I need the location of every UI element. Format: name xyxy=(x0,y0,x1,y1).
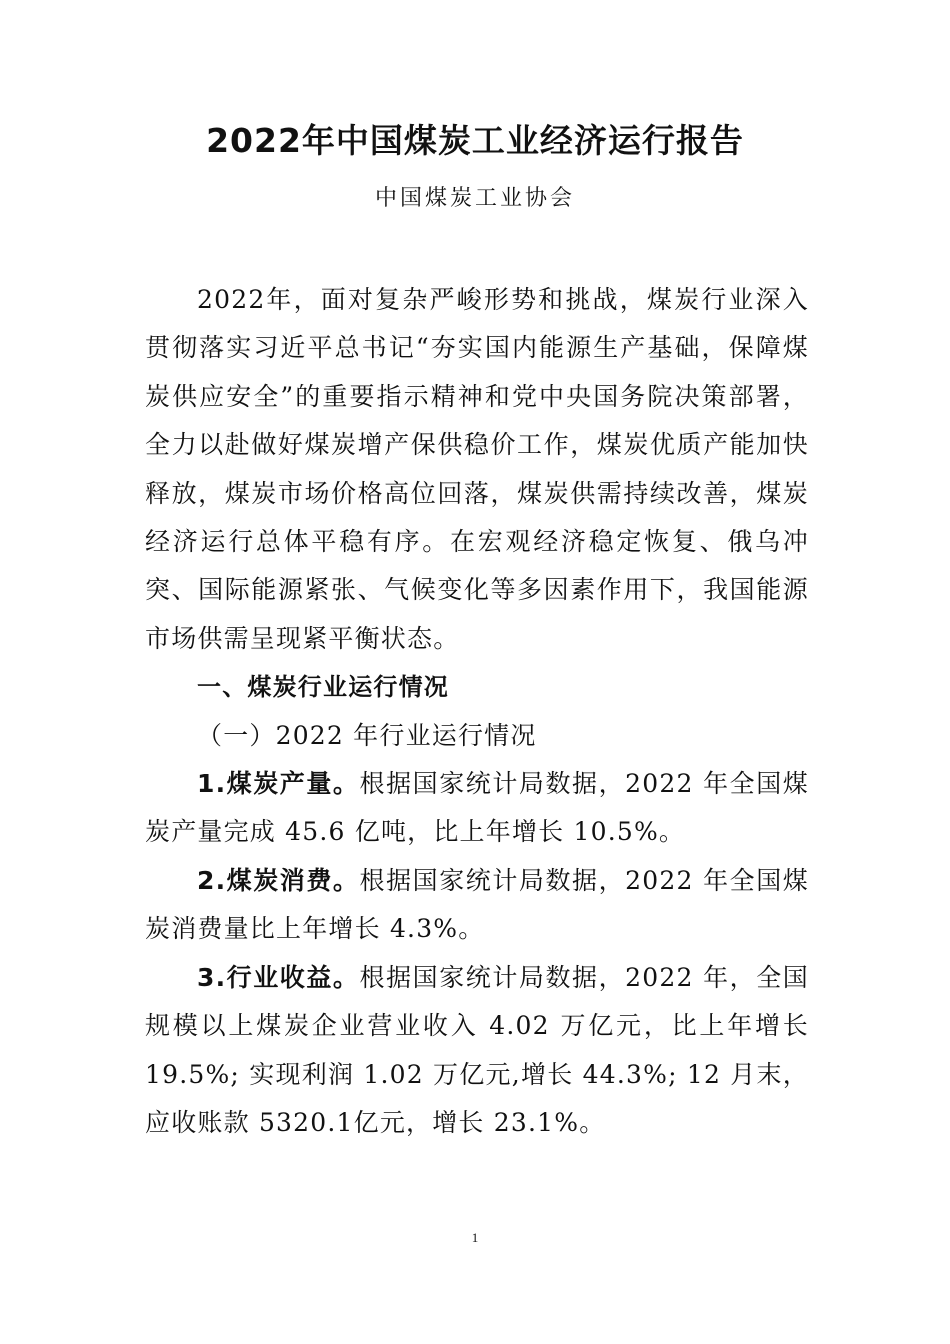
intro-paragraph: 2022年，面对复杂严峻形势和挑战，煤炭行业深入贯彻落实习近平总书记“夯实国内能源生产基础，保障煤炭供应安全”的重要指示精神和党中央国务院决策部署，全力以赴做好煤炭增产保供稳价工作，煤炭优质产能加快释放，煤炭市场价格高位回落，煤炭供需持续改善，煤炭经济运行总体平稳有序。在宏观经济稳定恢复、俄乌冲突、国际能源紧张、气候变化等多因素作用下，我国能源市场供需呈现紧平衡状态。 xyxy=(145,285,809,653)
section-heading: 一、煤炭行业运行情况 xyxy=(197,673,449,702)
subsection-heading: （一）2022 年行业运行情况 xyxy=(197,720,537,750)
page-number: 1 xyxy=(471,1230,479,1245)
document-author: 中国煤炭工业协会 xyxy=(374,186,575,211)
item-paragraph-consumption xyxy=(145,857,809,954)
item-paragraph-production xyxy=(145,760,809,857)
document-body xyxy=(145,276,809,1147)
item-label-revenue: 3.行业收益。 xyxy=(197,962,360,992)
item-label-consumption: 2.煤炭消费。 xyxy=(197,865,360,895)
item-text-consumption: 根据国家统计局数据，2022 年全国煤炭消费量比上年增长 4.3%。 xyxy=(145,865,810,944)
document-title: 2022年中国煤炭工业经济运行报告 xyxy=(206,121,744,160)
item-text-revenue: 根据国家统计局数据，2022 年，全国规模以上煤炭企业营业收入 4.02 万亿元，比上年增长 19.5%; 实现利润 1.02 万亿元,增长 44.3%; 12 月末，应收账款 5320.1亿元，增长 23.1%。 xyxy=(145,962,810,1137)
item-label-production: 1.煤炭产量。 xyxy=(197,769,360,799)
item-paragraph-revenue xyxy=(145,954,809,1148)
item-text-production: 根据国家统计局数据，2022 年全国煤炭产量完成 45.6 亿吨，比上年增长 10.5%。 xyxy=(145,769,810,847)
